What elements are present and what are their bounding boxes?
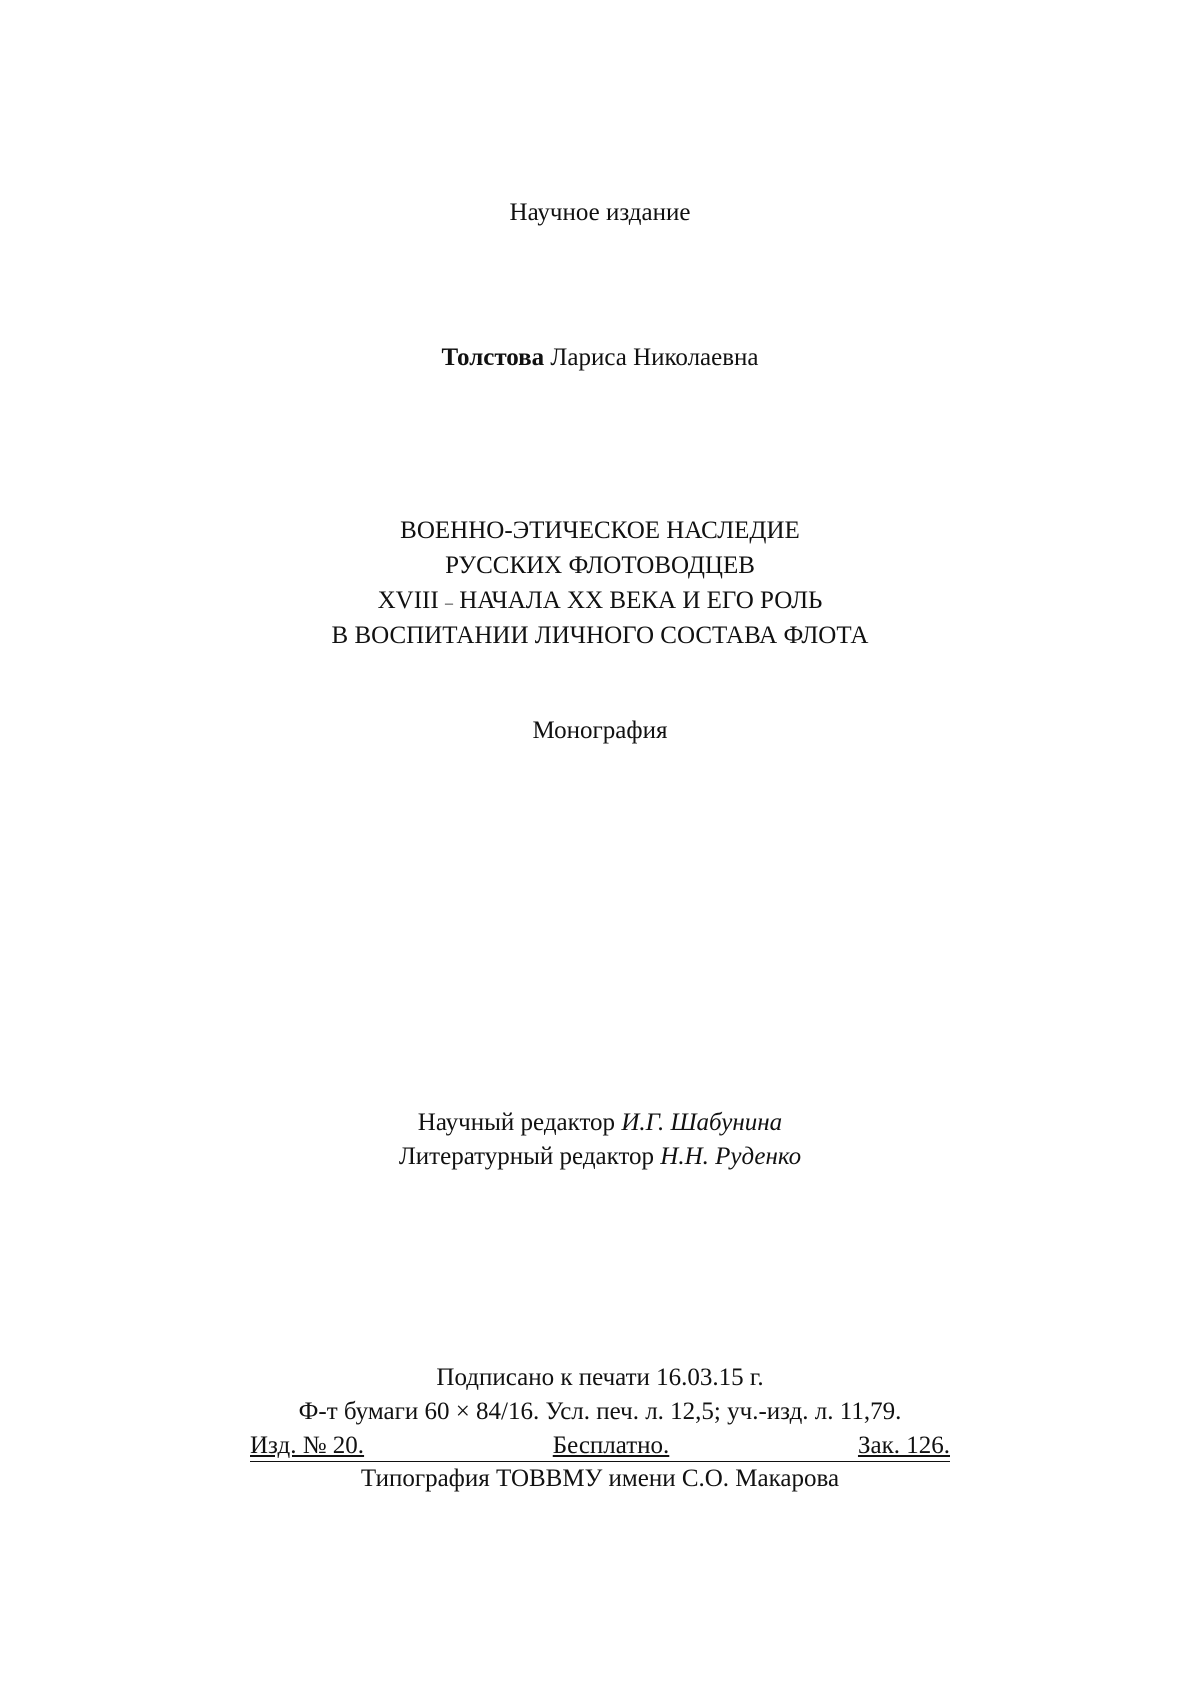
literary-editor-name: Н.Н. Руденко bbox=[660, 1143, 802, 1170]
editors-block bbox=[0, 1106, 1200, 1174]
literary-editor-line bbox=[0, 1140, 1200, 1174]
title-line-3-part-1: XVIII bbox=[377, 587, 445, 614]
scientific-editor-line bbox=[0, 1106, 1200, 1140]
title-line-2: РУССКИХ ФЛОТОВОДЦЕВ bbox=[445, 552, 755, 579]
signed-to-print: Подписано к печати 16.03.15 г. bbox=[436, 1364, 764, 1391]
imprint-block bbox=[0, 1361, 1200, 1496]
scientific-editor-name: И.Г. Шабунина bbox=[621, 1109, 783, 1136]
title-line-3-part-2: НАЧАЛА XX ВЕКА И ЕГО РОЛЬ bbox=[452, 587, 823, 614]
paper-format: Ф-т бумаги 60 × 84/16. Усл. печ. л. 12,5; уч.-изд. л. 11,79. bbox=[298, 1398, 902, 1425]
edition-row bbox=[250, 1429, 950, 1462]
book-title bbox=[0, 513, 1200, 653]
title-line-1: ВОЕННО-ЭТИЧЕСКОЕ НАСЛЕДИЕ bbox=[400, 517, 800, 544]
order-number: Зак. 126. bbox=[857, 1432, 950, 1459]
author-surname: Толстова bbox=[441, 344, 545, 371]
author-line bbox=[0, 345, 1200, 370]
title-line-3 bbox=[0, 583, 1200, 618]
publication-type: Научное издание bbox=[509, 199, 691, 226]
literary-editor-label: Литературный редактор bbox=[398, 1143, 661, 1170]
price: Бесплатно. bbox=[552, 1432, 670, 1459]
edition-number: Изд. № 20. bbox=[250, 1432, 365, 1459]
title-line-4: В ВОСПИТАНИИ ЛИЧНОГО СОСТАВА ФЛОТА bbox=[331, 622, 869, 649]
title-dash: – bbox=[444, 595, 453, 612]
genre: Монография bbox=[532, 717, 668, 744]
author-given-names: Лариса Николаевна bbox=[550, 344, 759, 371]
printer: Типография ТОВВМУ имени С.О. Макарова bbox=[360, 1465, 840, 1492]
scientific-editor-label: Научный редактор bbox=[417, 1109, 622, 1136]
